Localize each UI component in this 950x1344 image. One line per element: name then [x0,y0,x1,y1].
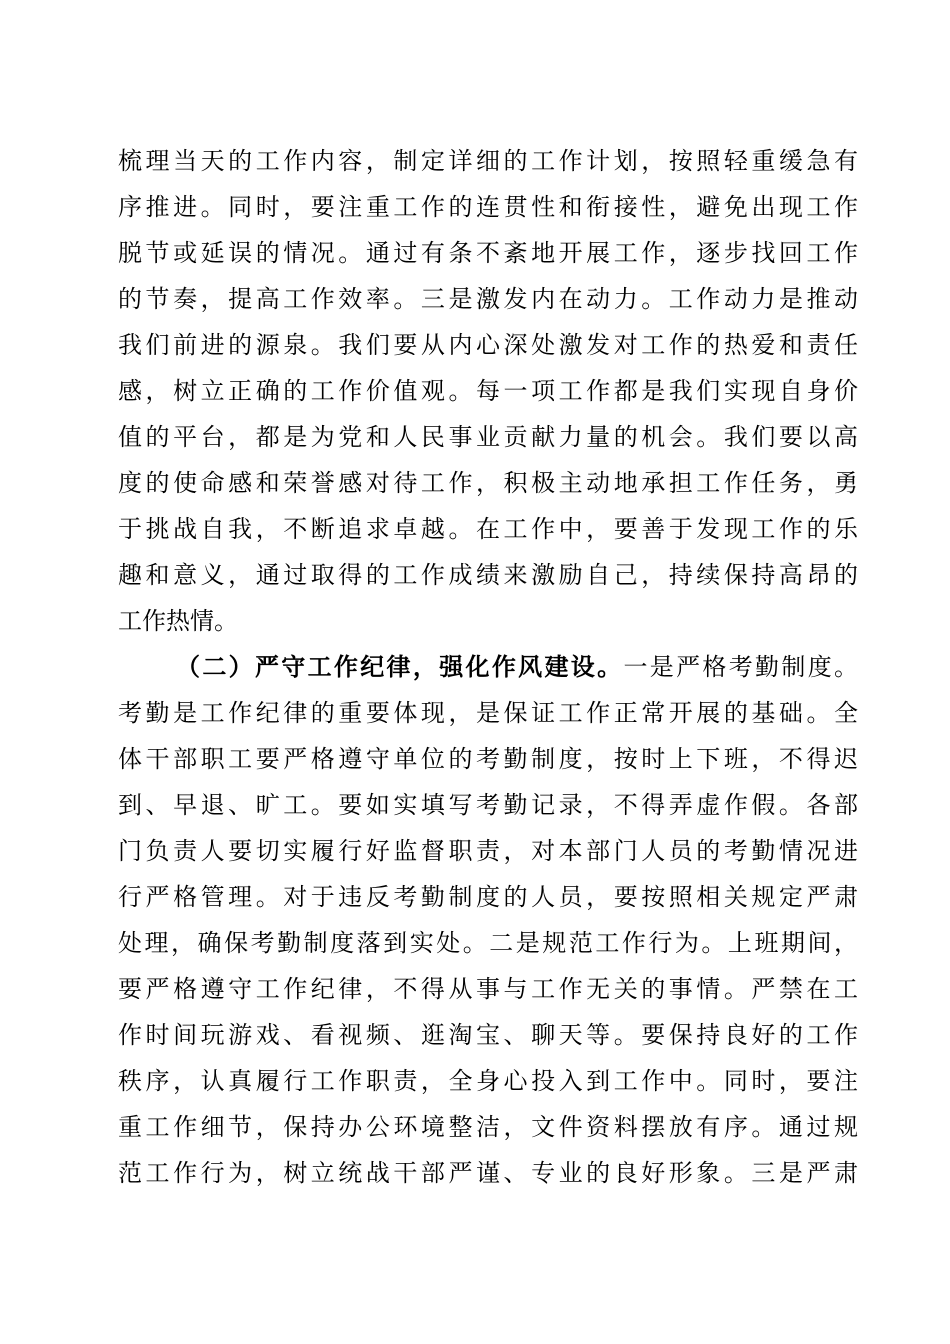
text-line: 工作热情。 [118,607,238,635]
text-line: 值的平台，都是为党和人民事业贡献力量的机会。我们要以高 [118,423,858,451]
text-line: 序推进。同时，要注重工作的连贯性和衔接性，避免出现工作 [118,193,858,221]
text-line: 行严格管理。对于违反考勤制度的人员，要按照相关规定严肃 [118,883,858,911]
text-line: 作时间玩游戏、看视频、逛淘宝、聊天等。要保持良好的工作 [118,1021,858,1049]
text-line: 处理，确保考勤制度落到实处。二是规范工作行为。上班期间， [118,929,858,957]
text-line: 度的使命感和荣誉感对待工作，积极主动地承担工作任务，勇 [118,469,858,497]
text-line: 重工作细节，保持办公环境整洁，文件资料摆放有序。通过规 [118,1113,858,1141]
text-line: 门负责人要切实履行好监督职责，对本部门人员的考勤情况进 [118,837,858,865]
text-line: 范工作行为，树立统战干部严谨、专业的良好形象。三是严肃 [118,1159,858,1187]
text-line: 要严格遵守工作纪律，不得从事与工作无关的事情。严禁在工 [118,975,858,1003]
text-line: 体干部职工要严格遵守单位的考勤制度，按时上下班，不得迟 [118,745,858,773]
section-heading: （二）严守工作纪律，强化作风建设。 [176,652,624,681]
text-line: 秩序，认真履行工作职责，全身心投入到工作中。同时，要注 [118,1067,858,1095]
text-line: 我们前进的源泉。我们要从内心深处激发对工作的热爱和责任 [118,331,858,359]
section-heading-line [176,645,858,689]
text-line: 考勤是工作纪律的重要体现，是保证工作正常开展的基础。全 [118,699,858,727]
text-line: 于挑战自我，不断追求卓越。在工作中，要善于发现工作的乐 [118,515,858,543]
text-line: 梳理当天的工作内容，制定详细的工作计划，按照轻重缓急有 [118,147,858,175]
text-line: 的节奏，提高工作效率。三是激发内在动力。工作动力是推动 [118,285,858,313]
text-line: 到、早退、旷工。要如实填写考勤记录，不得弄虚作假。各部 [118,791,858,819]
text-line: 趣和意义，通过取得的工作成绩来激励自己，持续保持高昂的 [118,561,858,589]
text-line: 感，树立正确的工作价值观。每一项工作都是我们实现自身价 [118,377,858,405]
text-line: 脱节或延误的情况。通过有条不紊地开展工作，逐步找回工作 [118,239,858,267]
section-first-line-text: 一是严格考勤制度。 [623,653,859,681]
